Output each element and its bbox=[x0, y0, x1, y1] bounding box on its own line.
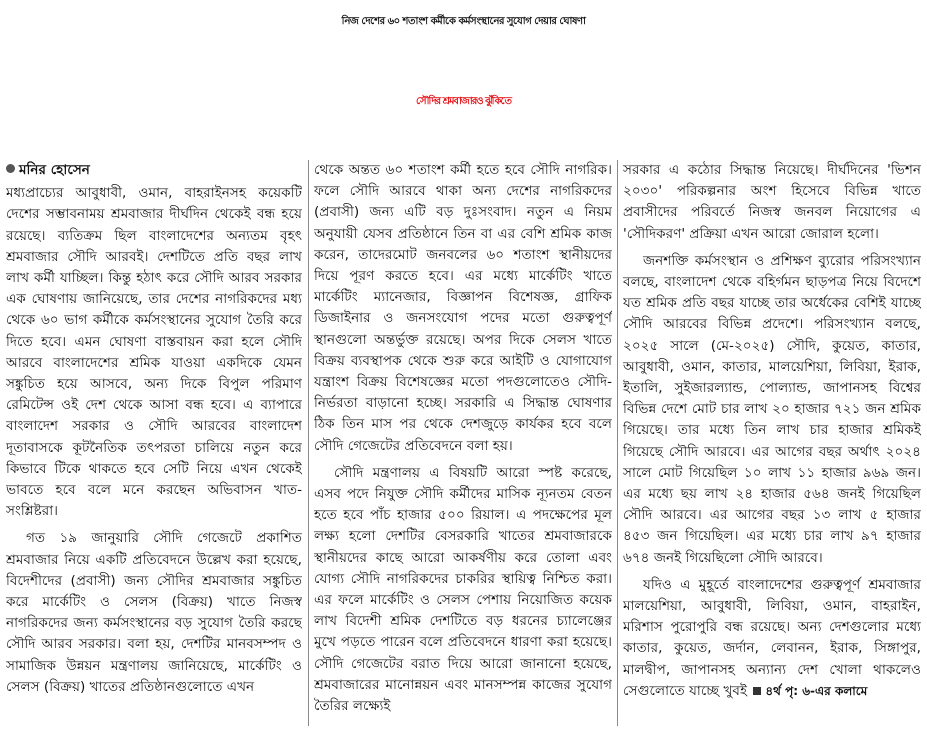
paragraph: গত ১৯ জানুয়ারি সৌদি গেজেটে প্রকাশিত শ্রমবাজার নিয়ে একটি প্রতিবেদনে উল্লেখ করা হয়েছে, বিদেশীদের (প্রবাসী) জন্য সৌদির শ্রমবাজার সঙ্কুচিত করে মার্কেটিং ও সেলস (বিক্রয়) খাতে নিজস্ব নাগরিকদের জন্য কর্মসংস্থানের বড় সুযোগ তৈরি করছে সৌদি আরব সরকার। বলা হয়, দেশটির মানবসম্পদ ও সামাজিক উন্নয়ন মন্ত্রণালয় জানিয়েছে, মার্কেটিং ও সেলস (বিক্রয়) খাতের প্রতিষ্ঠানগুলোতে এখন bbox=[6, 530, 302, 695]
square-bullet-icon bbox=[753, 687, 761, 695]
kicker-headline: নিজ দেশের ৬০ শতাংশ কর্মীকে কর্মসংস্থানের সুযোগ দেয়ার ঘোষণা bbox=[341, 16, 586, 27]
article-column-1 bbox=[6, 160, 302, 730]
paragraph: জনশক্তি কর্মসংস্থান ও প্রশিক্ষণ ব্যুরোর পরিসংখ্যান বলছে, বাংলাদেশ থেকে বহির্গমন ছাড়পত্র নিয়ে বিদেশে যত শ্রমিক প্রতি বছর যাচ্ছে তার অর্ধেকের বেশিই যাচ্ছে সৌদি আরবের বিভিন্ন প্রদেশে। পরিসংখ্যান বলছে, ২০২৫ সালে (মে-২০২৫) সৌদি, কুয়েত, কাতার, আবুধাবী, ওমান, কাতার, মালয়েশিয়া, লিবিয়া, ইরাক, ইতালি, সুইজারল্যান্ড, পোল্যান্ড, জাপানসহ বিশ্বের বিভিন্ন দেশে মোট চার লাখ ২০ হাজার ৭২১ জন শ্রমিক গিয়েছে। তার মধ্যে তিন লাখ চার হাজার শ্রমিকই গিয়েছে সৌদি আরবে। এর আগের বছর অর্থাৎ ২০২৪ সালে মোট গিয়েছিল ১০ লাখ ১১ হাজার ৯৬৯ জন। এর মধ্যে ছয় লাখ ২৪ হাজার ৫৬৪ জনই গিয়েছিল সৌদি আরবে। এর আগের বছর ১৩ লাখ ৫ হাজার ৪৫৩ জন গিয়েছিল। এর মধ্যে চার লাখ ৯৭ হাজার ৬৭৪ জনই গিয়েছিলো সৌদি আরবে। bbox=[623, 252, 921, 566]
paragraph-text: যদিও এ মুহূর্তে বাংলাদেশের গুরুত্বপূর্ণ শ্রমবাজার মালয়েশিয়া, আবুধাবী, লিবিয়া, ওমান, বাহরাইন, মরিশাস পুরোপুরি বন্ধ রয়েছে। অন্য দেশগুলোর মধ্যে কাতার, কুয়েত, জর্দান, লেবানন, ইরাক, সিঙ্গাপুর, মালদ্বীপ, জাপানসহ অন্যান্য দেশ খোলা থাকলেও সেগুলোতে যাচ্ছে খুবই bbox=[623, 576, 921, 699]
continuation-note[interactable]: ৪র্থ পৃ: ৬-এর কলামে bbox=[765, 683, 868, 698]
paragraph: থেকে অন্তত ৬০ শতাংশ কর্মী হতে হবে সৌদি নাগরিক। ফলে সৌদি আরবে থাকা অন্য দেশের নাগরিকদের (প্রবাসী) জন্য এটি বড় দুঃসংবাদ। নতুন এ নিয়ম অনুযায়ী যেসব প্রতিষ্ঠানে তিন বা এর বেশি শ্রমিক কাজ করেন, তাদেরমোট জনবলের ৬০ শতাংশ স্থানীয়দের দিয়ে পূরণ করতে হবে। এর মধ্যে মার্কেটিং খাতে মার্কেটিং ম্যানেজার, বিজ্ঞাপন বিশেষজ্ঞ, গ্রাফিক ডিজাইনার ও জনসংযোগ পদের মতো গুরুত্বপূর্ণ স্থানগুলো অন্তর্ভুক্ত রয়েছে। অপর দিকে সেলস খাতে বিক্রয় ব্যবস্থাপক থেকে শুরু করে আইটি ও যোগাযোগ যন্ত্রাংশ বিক্রয় বিশেষজ্ঞের মতো পদগুলোতেও সৌদি-নির্ভরতা বাড়ানো হচ্ছে। সরকারি এ সিদ্ধান্ত ঘোষণার ঠিক তিন মাস পর থেকে দেশজুড়ে কার্যকর হবে বলে সৌদি গেজেটের প্রতিবেদনে বলা হয়। bbox=[314, 162, 612, 454]
column-divider bbox=[308, 160, 309, 726]
byline bbox=[6, 160, 302, 181]
paragraph: মধ্যপ্রাচ্যের আবুধাবী, ওমান, বাহরাইনসহ কয়েকটি দেশের সম্ভাবনাময় শ্রমবাজার দীর্ঘদিন থেকেই বন্ধ হয়ে রয়েছে। ব্যতিক্রম ছিল বাংলাদেশের অন্যতম বৃহৎ শ্রমবাজার সৌদি আরবই। দেশটিতে প্রতি বছর লাখ লাখ কর্মী যাচ্ছিল। কিন্তু হঠাৎ করে সৌদি আরব সরকার এক ঘোষণায় জানিয়েছে, তার দেশের নাগরিকদের মধ্য থেকে ৬০ ভাগ কর্মীকে কর্মসংস্থানের সুযোগ তৈরি করে দিতে হবে। এমন ঘোষণা বাস্তবায়ন করা হলে সৌদি আরবে বাংলাদেশের শ্রমিক যাওয়া একদিকে যেমন সঙ্কুচিত হয়ে আসবে, অন্য দিকে বিপুল পরিমাণ রেমিটেন্স ওই দেশ থেকে আসা বন্ধ হবে। এ ব্যাপারে বাংলাদেশ সরকার ও সৌদি আরবের বাংলাদেশ দূতাবাসকে কূটনৈতিক তৎপরতা চালিয়ে নতুন করে কিভাবে টিকে থাকতে হবে সেটি নিয়ে এখন থেকেই ভাবতে হবে বলে মনে করছেন অভিবাসন খাত-সংশ্লিষ্টরা। bbox=[6, 185, 302, 520]
paragraph: সৌদি মন্ত্রণালয় এ বিষয়টি আরো স্পষ্ট করেছে, এসব পদে নিযুক্ত সৌদি কর্মীদের মাসিক ন্যূনতম বেতন হতে হবে পাঁচ হাজার ৫০০ রিয়াল। এ পদক্ষেপের মূল লক্ষ্য হলো দেশটির বেসরকারি খাতের শ্রমবাজারকে স্থানীয়দের কাছে আরো আকর্ষণীয় করে তোলা এবং যোগ্য সৌদি নাগরিকদের চাকরির স্থায়িত্ব নিশ্চিত করা। এর ফলে মার্কেটিং ও সেলস পেশায় নিয়োজিত কয়েক লাখ বিদেশী শ্রমিক দেশটিতে বড় ধরনের চ্যালেঞ্জের মুখে পড়তে পারেন বলে প্রতিবেদনে ধারণা করা হয়েছে। সৌদি গেজেটের বরাত দিয়ে আরো জানানো হয়েছে, শ্রমবাজারের মানোন্নয়ন এবং মানসম্পন্ন কাজের সুযোগ তৈরির লক্ষ্যেই bbox=[314, 464, 612, 715]
byline-author: মনির হোসেন bbox=[19, 162, 90, 178]
main-headline: সৌদির শ্রমবাজারও ঝুঁকিতে bbox=[415, 96, 512, 107]
article-column-3 bbox=[623, 160, 921, 730]
column-divider bbox=[617, 160, 618, 726]
paragraph: সরকার এ কঠোর সিদ্ধান্ত নিয়েছে। দীর্ঘদিনের 'ভিশন ২০৩০' পরিকল্পনার অংশ হিসেবে বিভিন্ন খাতে প্রবাসীদের পরিবর্তে নিজস্ব জনবল নিয়োগের এ 'সৌদিকরণ' প্রক্রিয়া এখন আরো জোরাল হলো। bbox=[623, 162, 921, 242]
article-column-2 bbox=[314, 160, 612, 730]
bullet-icon bbox=[6, 164, 15, 173]
paragraph bbox=[623, 575, 921, 702]
